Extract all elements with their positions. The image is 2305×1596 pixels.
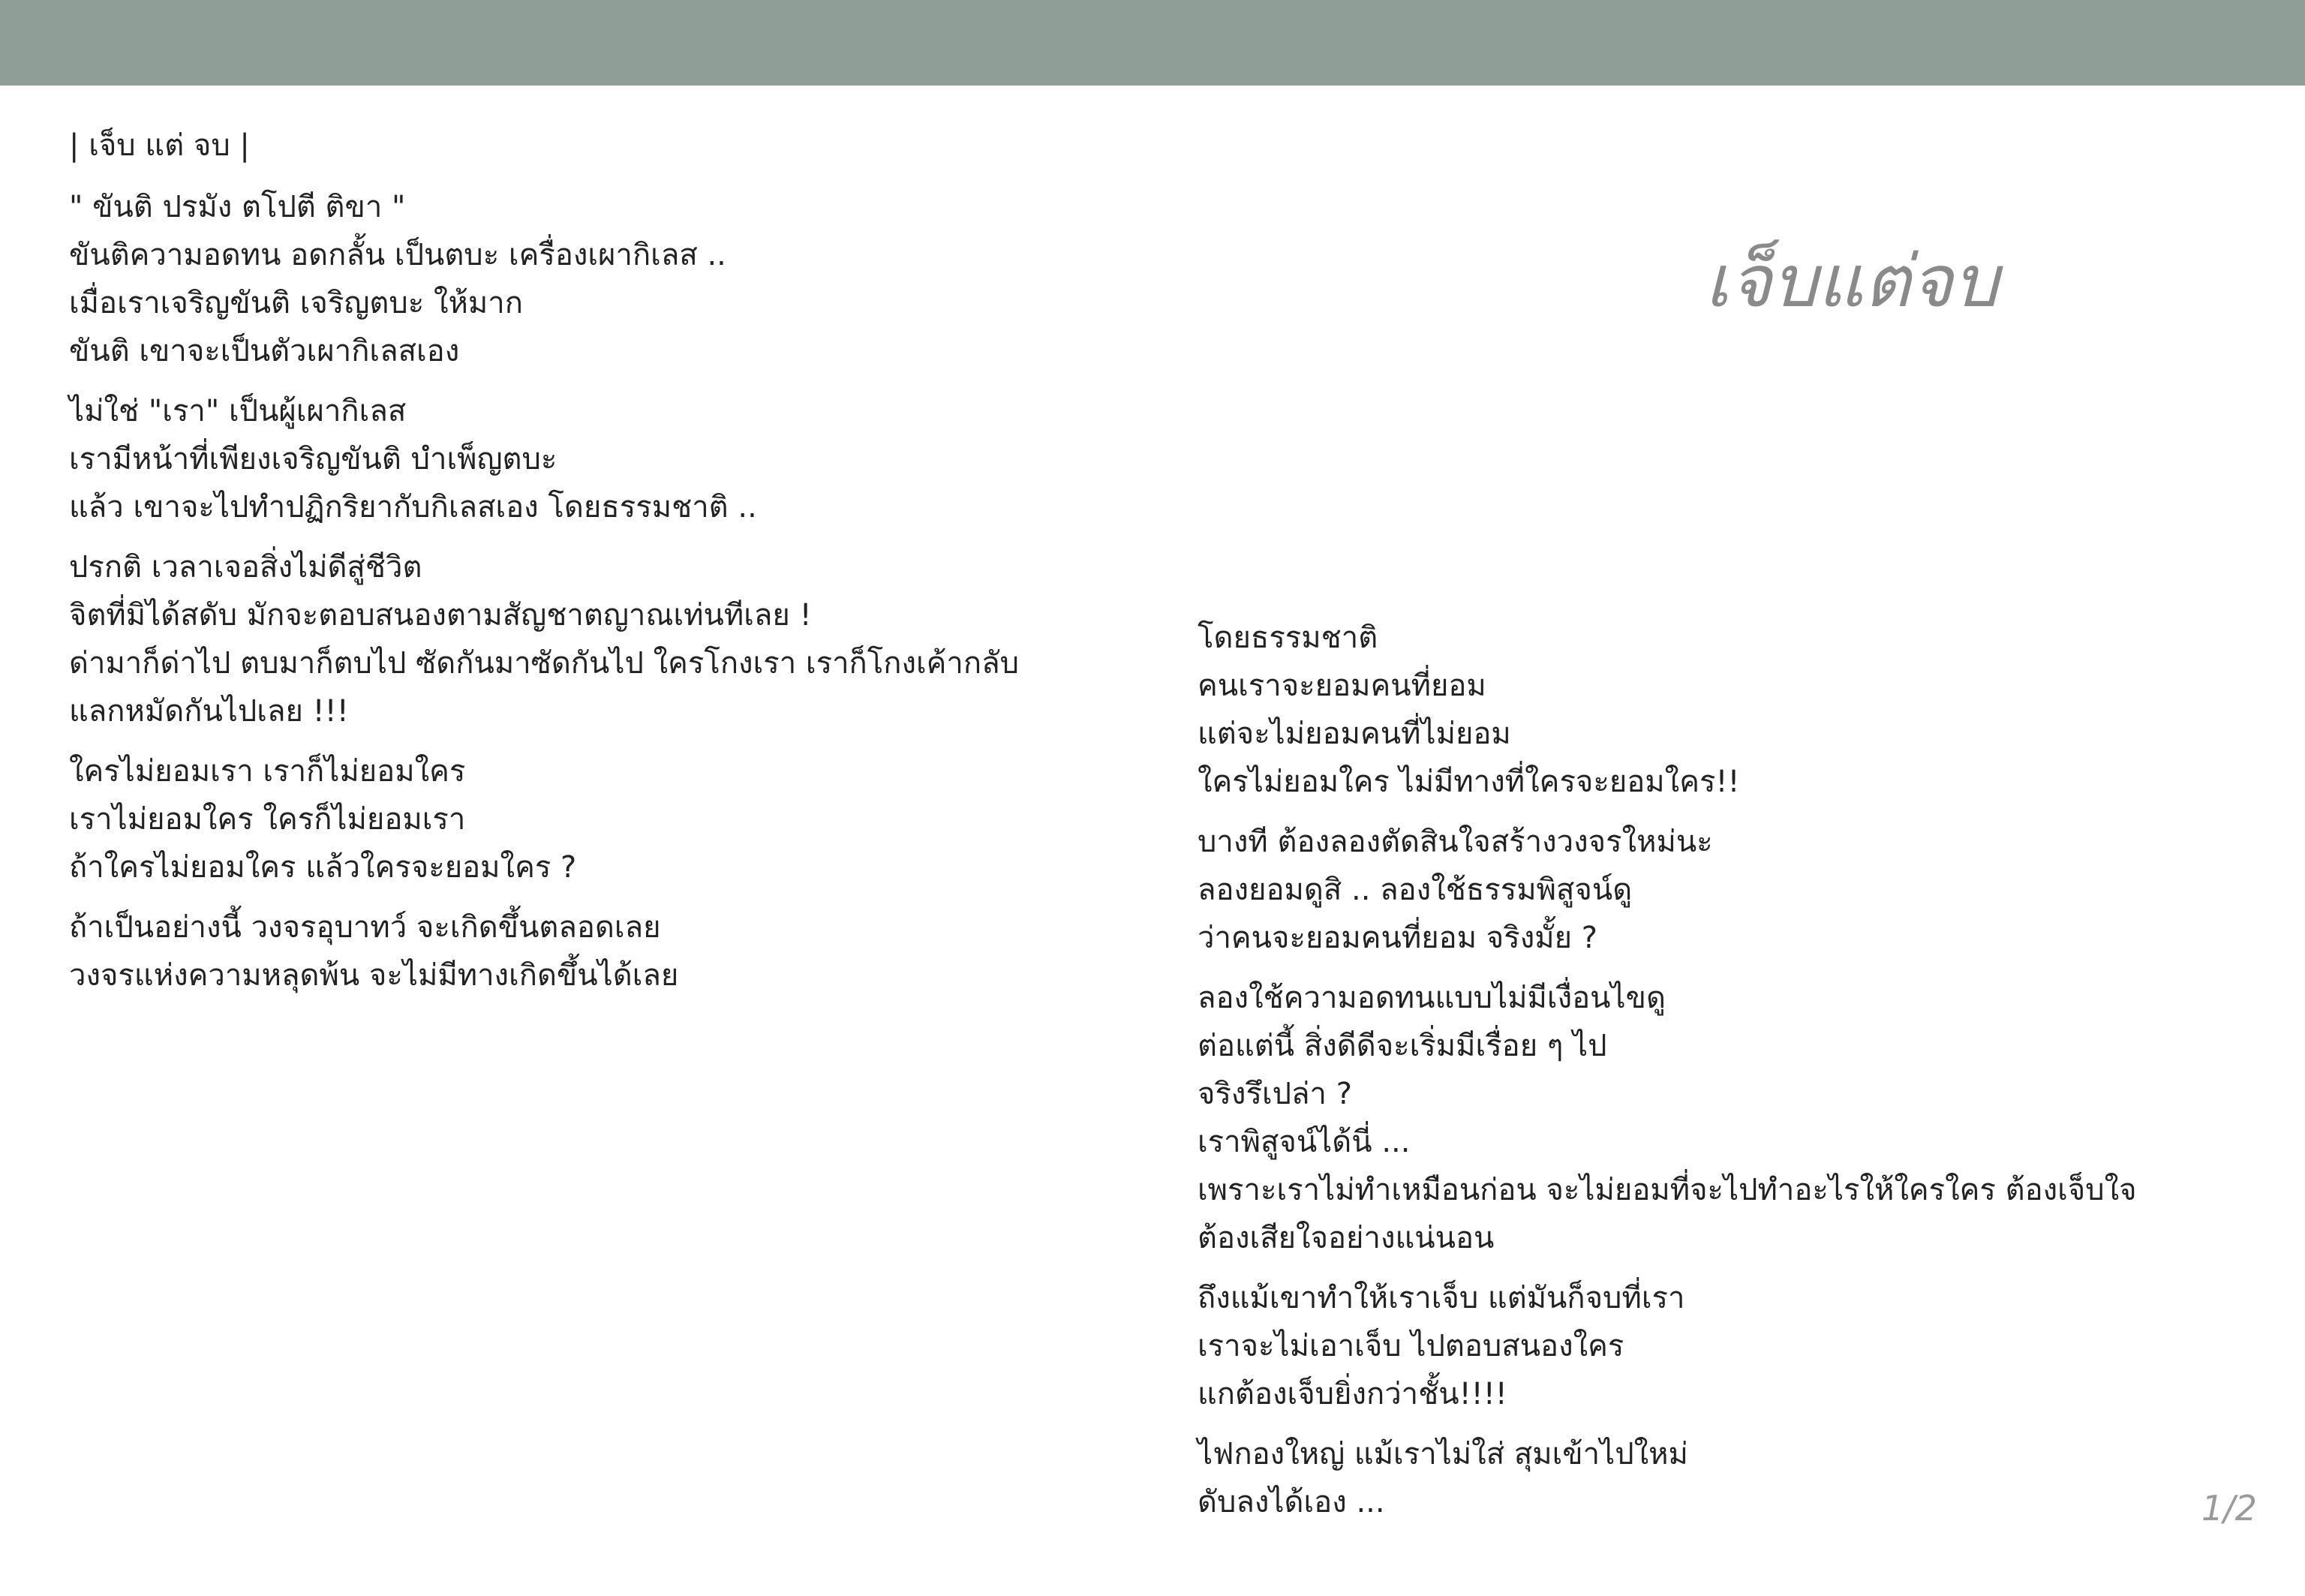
paragraph: [1198, 614, 2285, 806]
paragraph: [69, 543, 1157, 735]
paragraph: [69, 183, 1157, 375]
text-line: ถ้าใครไม่ยอมใคร แล้วใครจะยอมใคร ?: [69, 850, 577, 885]
text-line: ต้องเสียใจอย่างแน่นอน: [1198, 1221, 1495, 1255]
paragraph: [1198, 1430, 2285, 1526]
paragraph: [69, 747, 1157, 891]
text-line: เรามีหน้าที่เพียงเจริญขันติ บำเพ็ญตบะ: [69, 442, 557, 476]
text-line: แกต้องเจ็บยิ่งกว่าชั้น!!!!: [1198, 1377, 1507, 1411]
text-line: โดยธรรมชาติ: [1198, 621, 1378, 655]
text-line: ใครไม่ยอมเรา เราก็ไม่ยอมใคร: [69, 754, 466, 789]
page-number: 1/2: [2201, 1488, 2257, 1528]
text-line: วงจรแห่งความหลุดพ้น จะไม่มีทางเกิดขึ้นได้เลย: [69, 958, 679, 993]
text-line: ไฟกองใหญ่ แม้เราไม่ใส่ สุมเข้าไปใหม่: [1198, 1437, 1688, 1471]
left-text-column: [69, 122, 1157, 1011]
text-line: เราพิสูจน์ได้นี่ ...: [1198, 1125, 1411, 1159]
text-line: ว่าคนจะยอมคนที่ยอม จริงมั้ย ?: [1198, 921, 1597, 955]
text-line: ถ้าเป็นอย่างนี้ วงจรอุบาทว์ จะเกิดขึ้นตลอดเลย: [69, 910, 661, 945]
text-line: เพราะเราไม่ทำเหมือนก่อน จะไม่ยอมที่จะไปทำอะไรให้ใครใคร ต้องเจ็บใจ: [1198, 1173, 2137, 1207]
right-text-column: [1198, 614, 2285, 1538]
text-line: แต่จะไม่ยอมคนที่ไม่ยอม: [1198, 717, 1511, 751]
text-line: ถึงแม้เขาทำให้เราเจ็บ แต่มันก็จบที่เรา: [1198, 1281, 1685, 1315]
text-line: แลกหมัดกันไปเลย !!!: [69, 694, 349, 729]
text-line: ดับลงได้เอง ...: [1198, 1485, 1385, 1519]
text-line: เมื่อเราเจริญขันติ เจริญตบะ ให้มาก: [69, 286, 523, 320]
text-line: ลองยอมดูสิ .. ลองใช้ธรรมพิสูจน์ดู: [1198, 873, 1633, 907]
paragraph: [1198, 818, 2285, 962]
text-line: จิตที่มิได้สดับ มักจะตอบสนองตามสัญชาตญาณเท่นทีเลย !: [69, 598, 812, 633]
top-banner-bar: [0, 0, 2305, 86]
text-line: ใครไม่ยอมใคร ไม่มีทางที่ใครจะยอมใคร!!: [1198, 765, 1740, 799]
text-line: ด่ามาก็ด่าไป ตบมาก็ตบไป ซัดกันมาซัดกันไป ใครโกงเรา เราก็โกงเค้ากลับ: [69, 646, 1019, 681]
section-header: [69, 122, 1157, 170]
text-line: เราไม่ยอมใคร ใครก็ไม่ยอมเรา: [69, 802, 466, 837]
text-line: เราจะไม่เอาเจ็บ ไปตอบสนองใคร: [1198, 1329, 1624, 1363]
text-line: ขันติ เขาจะเป็นตัวเผากิเลสเอง: [69, 334, 460, 368]
text-line: ต่อแต่นี้ สิ่งดีดีจะเริ่มมีเรื่อย ๆ ไป: [1198, 1029, 1607, 1063]
paragraph: [1198, 1274, 2285, 1418]
text-line: ลองใช้ความอดทนแบบไม่มีเงื่อนไขดู: [1198, 981, 1666, 1015]
section-header-text: | เจ็บ แต่ จบ |: [69, 128, 250, 163]
text-line: ปรกติ เวลาเจอสิ่งไม่ดีสู่ชีวิต: [69, 550, 422, 585]
text-line: ขันติความอดทน อดกลั้น เป็นตบะ เครื่องเผากิเลส ..: [69, 238, 726, 272]
paragraph: [69, 387, 1157, 531]
text-line: ไม่ใช่ "เรา" เป็นผู้เผากิเลส: [69, 394, 407, 428]
text-line: คนเราจะยอมคนที่ยอม: [1198, 669, 1486, 703]
text-line: จริงรึเปล่า ?: [1198, 1077, 1352, 1111]
paragraph: [1198, 974, 2285, 1262]
text-line: บางที ต้องลองตัดสินใจสร้างวงจรใหม่นะ: [1198, 825, 1713, 859]
slide-title: เจ็บแต่จบ: [1705, 239, 1999, 323]
paragraph: [69, 903, 1157, 999]
text-line: แล้ว เขาจะไปทำปฏิกริยากับกิเลสเอง โดยธรรมชาติ ..: [69, 490, 757, 524]
text-line: " ขันติ ปรมัง ตโปตี ติขา ": [69, 190, 406, 224]
